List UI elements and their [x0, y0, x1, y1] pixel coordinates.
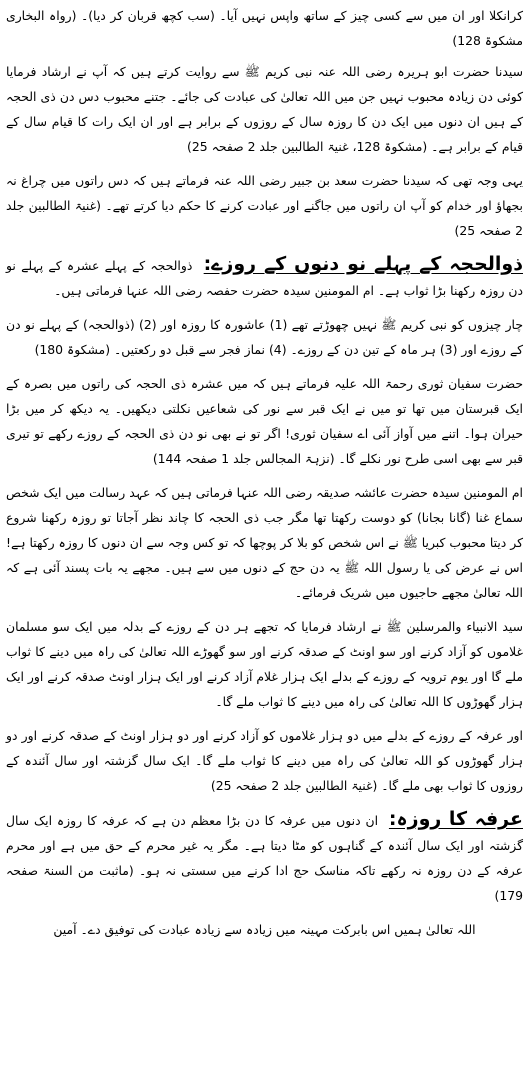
paragraph-nine-days-fasting: [6, 252, 523, 303]
paragraph-text: اور عرفہ کے روزے کے بدلے میں دو ہزار غلاموں کو آزاد کرنے اور دو ہزار اونٹ کے صدقہ کرنے اور دو ہزار گھوڑوں کو اللہ تعالیٰ کی راہ میں دینے کا ثواب ملے گا۔ ایک سال گزشتہ اور سال آئندہ کے روزوں کا ثواب بھی ملے گا۔ (غنیۃ الطالبین جلد 2 صفحہ 25): [6, 728, 523, 793]
paragraph-text: سیدنا حضرت ابو ہریرہ رضی اللہ عنہ نبی کریم ﷺ سے روایت کرتے ہیں کہ آپ نے ارشاد فرمایا کوئی دن زیادہ محبوب نہیں جن میں اللہ تعالیٰ کی عبادت کی جائے۔ جتنے محبوب دس دن ذی الحجہ کے ہیں ان دنوں میں ایک دن کا روزہ سال کے روزوں کے برابر ہے اور ان ایک رات کا قیام سال کے قیام کے برابر ہے۔ (مشکوۃ 128، غنیۃ الطالبین جلد 2 صفحہ 25): [6, 64, 523, 154]
paragraph-text: کرانکلا اور ان میں سے کسی چیز کے ساتھ واپس نہیں آیا۔ (سب کچھ قربان کر دیا)۔ (رواہ البخاری مشکوۃ 128): [6, 8, 523, 48]
paragraph-text: سید الانبیاء والمرسلین ﷺ نے ارشاد فرمایا کہ تجھے ہر دن کے روزے کے بدلہ میں ایک سو مسلمان غلاموں کو آزاد کرنے اور سو اونٹ کے صدقہ کرنے اور سو گھوڑے اللہ تعالیٰ کی راہ میں دینے کا ثواب ملے گا اور یوم ترویہ کے روزے کے بدلے ایک ہزار غلام آزاد کرنے اور ایک ہزار اونٹ صدقہ کرنے اور ایک ہزار گھوڑوں کا اللہ تعالیٰ کی راہ میں دینے کا ثواب ملے گا۔: [6, 619, 523, 709]
paragraph-saad-bin-jubair: [6, 168, 523, 243]
paragraph-text: ذوالحجہ کے پہلے عشرہ کے پہلے نو دن روزہ رکھنا بڑا ثواب ہے۔ ام المومنین سیدہ حضرت حفصہ رضی اللہ عنہا فرماتی ہیں۔: [6, 258, 523, 298]
paragraph-intro: [6, 3, 523, 53]
paragraph-hadith-abu-huraira: [6, 59, 523, 159]
paragraph-text: ام المومنین سیدہ حضرت عائشہ صدیقہ رضی اللہ عنہا فرماتی ہیں کہ عہد رسالت میں ایک شخص سماع غنا (گانا بجانا) کو دوست رکھتا تھا مگر جب ذی الحجہ کا چاند نظر آجاتا تو روزہ رکھنا شروع کر دیتا محبوب کبریا ﷺ نے اس شخص کو بلا کر پوچھا کہ تو کس وجہ سے ان دنوں کا روزہ رکھتا ہے! اس نے عرض کی یا رسول اللہ ﷺ یہ دن حج کے دنوں میں سے ہیں۔ مجھے یہ بات پسند آئی ہے کہ اللہ تعالیٰ مجھے حاجیوں میں شریک فرمائے۔: [6, 485, 523, 600]
section-heading-arafah: عرفہ کا روزہ:: [388, 808, 523, 830]
section-heading-nine-days: ذوالحجہ کے پہلے نو دنوں کے روزے:: [203, 253, 523, 275]
closing-prayer: اللہ تعالیٰ ہمیں اس بابرکت مہینہ میں زیادہ سے زیادہ عبادت کی توفیق دے۔ آمین: [53, 922, 476, 937]
paragraph-arafah-fast: [6, 807, 523, 908]
paragraph-arafah-reward: [6, 723, 523, 798]
paragraph-aisha-narration: [6, 480, 523, 605]
paragraph-text: ان دنوں میں عرفہ کا دن بڑا معظم دن ہے کہ عرفہ کا روزہ ایک سال گزشتہ اور ایک سال آئندہ کے گناہوں کو مٹا دیتا ہے۔ مگر یہ غیر محرم کے حق میں ہے اور محرم عرفہ کے دن روزہ نہ رکھے تاکہ مناسک حج ادا کرنے میں سستی نہ ہو۔ (ماثبت من السنۃ صفحہ 179): [6, 813, 523, 903]
paragraph-text: حضرت سفیان ثوری رحمۃ اللہ علیہ فرماتے ہیں کہ میں عشرہ ذی الحجہ کی راتوں میں بصرہ کے ایک قبرستان میں تھا تو میں نے ایک قبر سے نور کی شعاعیں نکلتی دیکھیں۔ یہ دیکھ کر میں بڑا حیران ہوا۔ اتنے میں آواز آئی اے سفیان ثوری! اگر تو نے بھی نو دن ذی الحجہ کے روزے رکھے تو تیری قبر سے بھی اسی طرح نور نکلے گا۔ (نزہۃ المجالس جلد 1 صفحہ 144): [6, 376, 523, 466]
paragraph-reward-per-day: [6, 614, 523, 714]
paragraph-text: یہی وجہ تھی کہ سیدنا حضرت سعد بن جبیر رضی اللہ عنہ فرماتے ہیں کہ دس راتوں میں چراغ نہ بجھاؤ اور خدام کو آپ ان راتوں میں جاگنے اور عبادت کرنے کا حکم دیا کرتے تھے۔ (غنیۃ الطالبین جلد 2 صفحہ 25): [6, 173, 523, 238]
paragraph-four-things: [6, 312, 523, 362]
paragraph-text: چار چیزوں کو نبی کریم ﷺ نہیں چھوڑتے تھے (1) عاشورہ کا روزہ اور (2) (ذوالحجہ) کے پہلے نو دن کے روزے اور (3) ہر ماہ کے تین دن کے روزے۔ (4) نماز فجر سے قبل دو رکعتیں۔ (مشکوۃ 180): [6, 317, 523, 357]
paragraph-sufyan-thauri: [6, 371, 523, 471]
